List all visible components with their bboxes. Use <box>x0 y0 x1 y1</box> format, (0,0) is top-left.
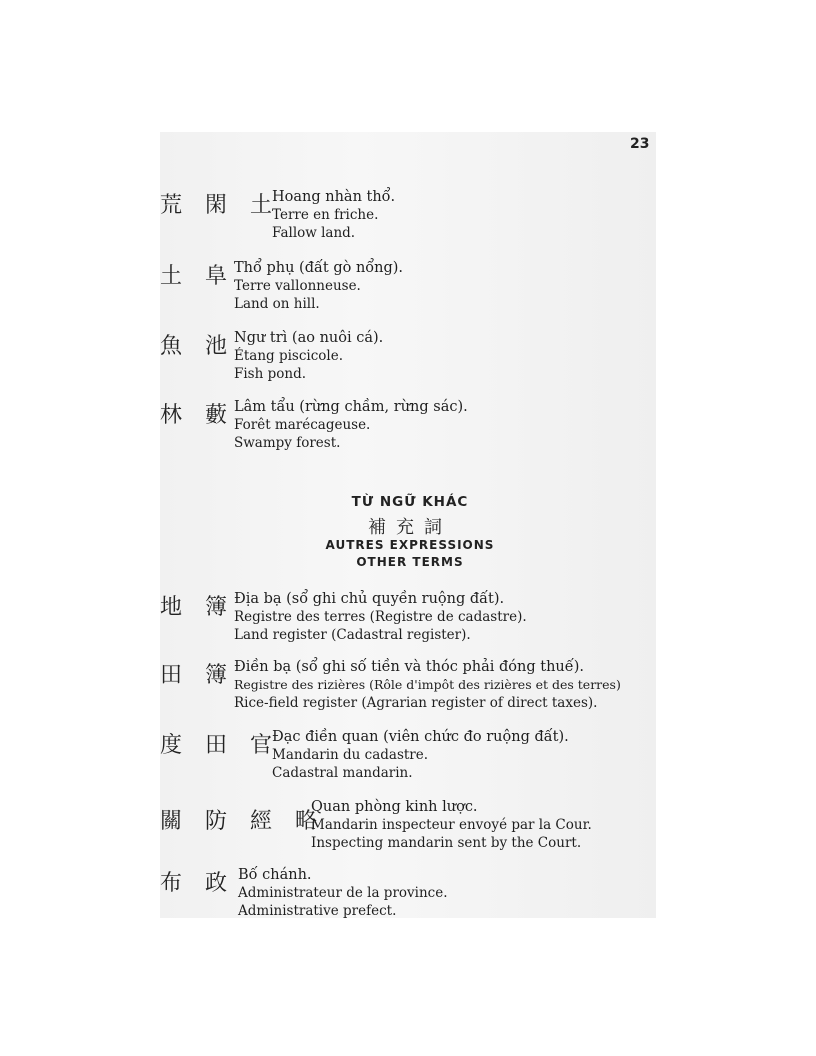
entry-hanzi: 關 防 經 略 <box>160 809 325 834</box>
entry-english: Land on hill. <box>234 296 320 312</box>
entry-vietnamese: Lâm tẩu (rừng chầm, rừng sác). <box>234 399 468 415</box>
entry-text <box>234 658 621 712</box>
entry-english: Rice-field register (Agrarian register of direct taxes). <box>234 695 598 711</box>
entry-french: Registre des rizières (Rôle d'impôt des rizières et des terres) <box>234 677 621 692</box>
entry-hanzi: 地 簿 <box>160 595 235 620</box>
entry-hanzi: 度 田 官 <box>160 733 280 758</box>
page-number: 23 <box>630 136 650 152</box>
entry-vietnamese: Quan phòng kinh lược. <box>311 799 478 815</box>
entry-text <box>234 398 468 452</box>
entry-text <box>311 798 592 852</box>
entry-vietnamese: Ngư trì (ao nuôi cá). <box>234 330 384 346</box>
entry-french: Mandarin inspecteur envoyé par la Cour. <box>311 817 592 833</box>
entry-english: Swampy forest. <box>234 435 341 451</box>
section-title-hanzi: 補充詞 <box>368 517 452 538</box>
entry-french: Étang piscicole. <box>234 348 344 364</box>
entry-text <box>238 866 448 920</box>
entry-vietnamese: Điền bạ (sổ ghi số tiền và thóc phải đóng thuế). <box>234 659 584 675</box>
entry-vietnamese: Thổ phụ (đất gò nổng). <box>234 260 404 276</box>
entry-french: Terre vallonneuse. <box>234 278 361 294</box>
entry-english: Cadastral mandarin. <box>272 765 413 781</box>
entry-french: Mandarin du cadastre. <box>272 747 429 763</box>
entry-english: Fish pond. <box>234 366 306 382</box>
entry-hanzi: 土 阜 <box>160 264 235 289</box>
entry-text <box>234 590 527 644</box>
entry-french: Administrateur de la province. <box>238 885 448 901</box>
entry-english: Administrative prefect. <box>238 903 397 919</box>
entry-text <box>272 728 569 782</box>
entry-french: Registre des terres (Registre de cadastre). <box>234 609 527 625</box>
entry-vietnamese: Địa bạ (sổ ghi chủ quyền ruộng đất). <box>234 591 505 607</box>
section-title-vietnamese: TỪ NGỮ KHÁC <box>351 494 469 510</box>
entry-french: Terre en friche. <box>272 207 379 223</box>
section-title-english: OTHER TERMS <box>356 555 464 569</box>
entry-text <box>234 259 403 313</box>
entry-text <box>234 329 383 383</box>
entry-text <box>272 188 395 242</box>
entry-hanzi: 荒 閑 土 <box>160 193 280 218</box>
entry-hanzi: 魚 池 <box>160 334 235 359</box>
entry-vietnamese: Hoang nhàn thổ. <box>272 189 396 205</box>
entry-vietnamese: Bố chánh. <box>238 867 312 883</box>
entry-english: Inspecting mandarin sent by the Court. <box>311 835 582 851</box>
entry-hanzi: 林 藪 <box>160 403 235 428</box>
entry-hanzi: 田 簿 <box>160 663 235 688</box>
entry-french: Forêt marécageuse. <box>234 417 371 433</box>
entry-english: Land register (Cadastral register). <box>234 627 471 643</box>
entry-english: Fallow land. <box>272 225 356 241</box>
entry-hanzi: 布 政 <box>160 871 235 896</box>
section-title-french: AUTRES EXPRESSIONS <box>325 538 495 552</box>
entry-vietnamese: Đạc điền quan (viên chức đo ruộng đất). <box>272 729 569 745</box>
